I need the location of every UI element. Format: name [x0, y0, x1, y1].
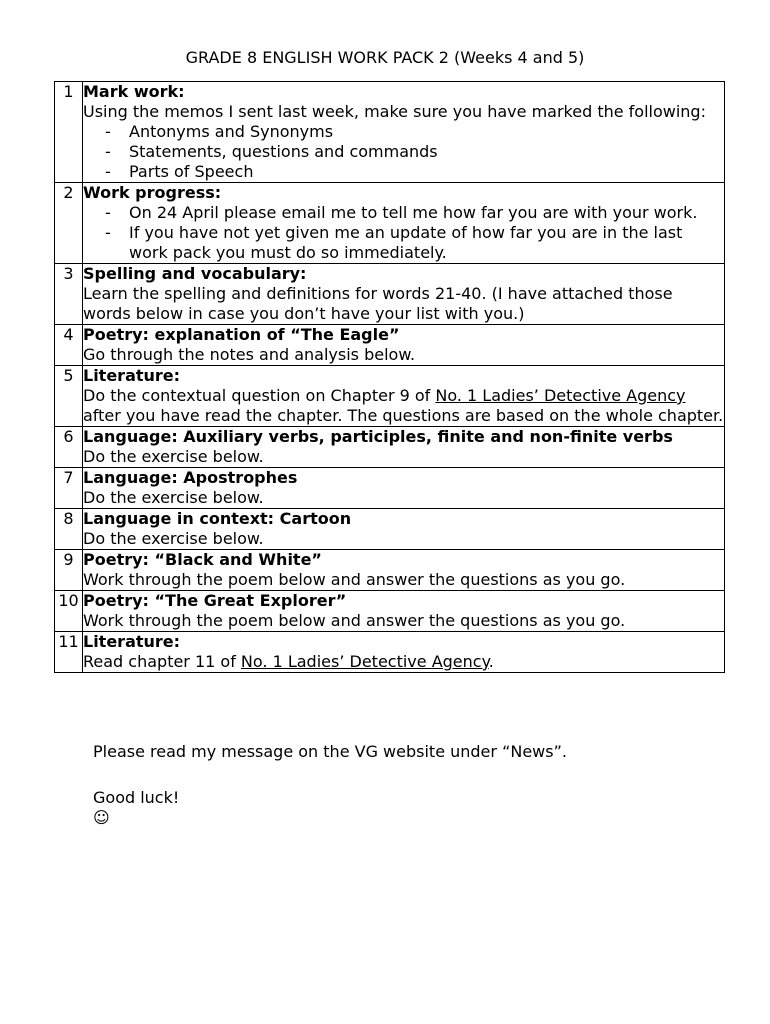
- task-heading: Work progress:: [83, 183, 222, 202]
- page-title: GRADE 8 ENGLISH WORK PACK 2 (Weeks 4 and 5): [185, 48, 585, 67]
- list-item: - On 24 April please email me to tell me how far you are with your work.: [129, 203, 724, 223]
- task-text: Do the exercise below.: [83, 488, 264, 507]
- task-number: 4: [55, 325, 83, 366]
- task-number: 3: [55, 264, 83, 325]
- table-row: [55, 264, 725, 325]
- book-title-link: No. 1 Ladies’ Detective Agency: [435, 386, 686, 405]
- task-number: 1: [55, 82, 83, 183]
- task-number: 9: [55, 550, 83, 591]
- table-row: [55, 366, 725, 427]
- task-number: 7: [55, 468, 83, 509]
- task-heading: Spelling and vocabulary:: [83, 264, 307, 283]
- task-heading: Poetry: “Black and White”: [83, 550, 322, 569]
- table-row: [55, 632, 725, 673]
- bullet-list: [83, 203, 724, 263]
- task-text: Learn the spelling and definitions for words 21-40. (I have attached those words below in case you don’t have your list with you.): [83, 284, 673, 323]
- footer-notes: [93, 742, 567, 828]
- list-item: - Parts of Speech: [129, 162, 724, 182]
- task-number: 8: [55, 509, 83, 550]
- task-number: 10: [55, 591, 83, 632]
- task-heading: Literature:: [83, 366, 181, 385]
- task-heading: Language: Apostrophes: [83, 468, 298, 487]
- task-text: Do the exercise below.: [83, 529, 264, 548]
- bullet-list: [83, 122, 724, 182]
- task-text: Using the memos I sent last week, make sure you have marked the following:: [83, 102, 706, 121]
- task-text: Do the contextual question on Chapter 9 of No. 1 Ladies’ Detective Agency after you have read the chapter. The questions are based on the whole chapter.: [83, 386, 724, 425]
- table-row: [55, 591, 725, 632]
- table-row: [55, 509, 725, 550]
- task-text: Do the exercise below.: [83, 447, 264, 466]
- table-row: [55, 325, 725, 366]
- task-text: Read chapter 11 of No. 1 Ladies’ Detective Agency.: [83, 652, 494, 671]
- task-number: 6: [55, 427, 83, 468]
- tasks-table: [54, 81, 725, 673]
- good-luck-text: Good luck!: [93, 788, 180, 807]
- task-text: Work through the poem below and answer the questions as you go.: [83, 570, 626, 589]
- website-message: Please read my message on the VG website under “News”.: [93, 742, 567, 761]
- table-row: [55, 82, 725, 183]
- table-row: [55, 550, 725, 591]
- list-item: - Statements, questions and commands: [129, 142, 724, 162]
- table-row: [55, 183, 725, 264]
- book-title-link: No. 1 Ladies’ Detective Agency: [240, 652, 489, 671]
- task-heading: Poetry: explanation of “The Eagle”: [83, 325, 400, 344]
- task-number: 11: [55, 632, 83, 673]
- task-text: Work through the poem below and answer the questions as you go.: [83, 611, 626, 630]
- task-text: Go through the notes and analysis below.: [83, 345, 416, 364]
- task-heading: Mark work:: [83, 82, 185, 101]
- task-heading: Language in context: Cartoon: [83, 509, 352, 528]
- table-row: [55, 427, 725, 468]
- list-item: - Antonyms and Synonyms: [129, 122, 724, 142]
- task-number: 5: [55, 366, 83, 427]
- task-heading: Language: Auxiliary verbs, participles, finite and non-finite verbs: [83, 427, 673, 446]
- task-number: 2: [55, 183, 83, 264]
- task-heading: Poetry: “The Great Explorer”: [83, 591, 347, 610]
- smiley-icon: ☺: [93, 808, 110, 827]
- task-heading: Literature:: [83, 632, 181, 651]
- table-row: [55, 468, 725, 509]
- list-item: - If you have not yet given me an update of how far you are in the last work pack you must do so immediately.: [129, 223, 724, 263]
